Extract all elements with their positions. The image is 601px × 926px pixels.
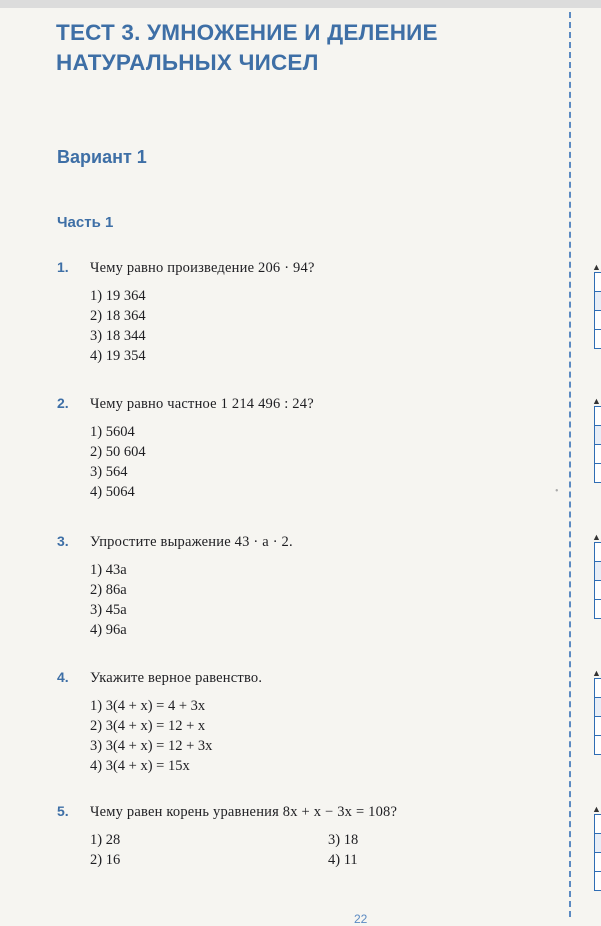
- question-number: 3.: [57, 533, 69, 549]
- question-1: [57, 258, 557, 366]
- scan-mark: ▲: [592, 532, 601, 542]
- part-heading: Часть 1: [57, 214, 114, 231]
- question-text: Чему равен корень уравнения 8x + x − 3x = 108?: [90, 804, 398, 820]
- page-title: [56, 18, 438, 78]
- answer-cell[interactable]: [594, 291, 601, 310]
- answer-option[interactable]: 4) 96a: [90, 622, 127, 638]
- answer-box-4: [594, 668, 601, 755]
- answer-cell[interactable]: [594, 814, 601, 833]
- cut-line-divider: [569, 12, 571, 917]
- answer-options: [90, 830, 557, 870]
- answer-cell[interactable]: [594, 310, 601, 329]
- question-number: 1.: [57, 259, 69, 275]
- answer-cell[interactable]: [594, 463, 601, 483]
- answer-cell[interactable]: [594, 697, 601, 716]
- answer-cell[interactable]: [594, 406, 601, 425]
- answer-cell[interactable]: [594, 561, 601, 580]
- answer-option[interactable]: 2) 50 604: [90, 444, 146, 460]
- answer-cell[interactable]: [594, 444, 601, 463]
- answer-box-1: [594, 262, 601, 349]
- answer-options: [90, 286, 557, 366]
- page-number: 22: [354, 912, 368, 926]
- answer-option[interactable]: 3) 564: [90, 464, 128, 480]
- scan-mark: ▲: [592, 396, 601, 406]
- answer-options: [90, 422, 557, 502]
- answer-option[interactable]: 1) 3(4 + x) = 4 + 3x: [90, 698, 206, 714]
- question-text: Укажите верное равенство.: [90, 670, 263, 686]
- question-line: [57, 258, 557, 277]
- question-line: [57, 802, 557, 821]
- scan-mark: ▲: [592, 804, 601, 814]
- answer-option[interactable]: 3) 18: [328, 832, 359, 848]
- question-line: [57, 532, 557, 551]
- answer-cell[interactable]: [594, 425, 601, 444]
- answer-option[interactable]: 1) 19 364: [90, 288, 146, 304]
- answer-option[interactable]: 3) 18 344: [90, 328, 146, 344]
- answer-box-5: [594, 804, 601, 891]
- question-4: [57, 668, 557, 776]
- answer-option[interactable]: 3) 45a: [90, 602, 127, 618]
- answer-option[interactable]: 2) 16: [90, 852, 121, 868]
- answer-cell[interactable]: [594, 272, 601, 291]
- title-line-2: НАТУРАЛЬНЫХ ЧИСЕЛ: [56, 50, 319, 75]
- question-number: 4.: [57, 669, 69, 685]
- answer-option[interactable]: 2) 3(4 + x) = 12 + x: [90, 718, 206, 734]
- answer-cell[interactable]: [594, 599, 601, 619]
- answer-cell[interactable]: [594, 542, 601, 561]
- question-3: [57, 532, 557, 640]
- answer-box-2: [594, 396, 601, 483]
- answer-box-3: [594, 532, 601, 619]
- answer-cell[interactable]: [594, 852, 601, 871]
- answer-cell[interactable]: [594, 329, 601, 349]
- answer-option[interactable]: 4) 19 354: [90, 348, 146, 364]
- title-line-1: ТЕСТ 3. УМНОЖЕНИЕ И ДЕЛЕНИЕ: [56, 20, 438, 45]
- answer-option[interactable]: 3) 3(4 + x) = 12 + 3x: [90, 738, 213, 754]
- answer-cell[interactable]: [594, 580, 601, 599]
- question-number: 5.: [57, 803, 69, 819]
- answer-options: [90, 696, 557, 776]
- question-text: Чему равно произведение 206 · 94?: [90, 260, 315, 276]
- answer-option[interactable]: 2) 18 364: [90, 308, 146, 324]
- top-edge-strip: [0, 0, 601, 8]
- question-2: [57, 394, 557, 502]
- binding-mark: •: [555, 486, 559, 497]
- question-text: Чему равно частное 1 214 496 : 24?: [90, 396, 314, 412]
- answer-option[interactable]: 1) 5604: [90, 424, 135, 440]
- scan-mark: ▲: [592, 668, 601, 678]
- answer-option[interactable]: 4) 5064: [90, 484, 135, 500]
- question-line: [57, 394, 557, 413]
- question-number: 2.: [57, 395, 69, 411]
- question-5: [57, 802, 557, 870]
- answer-cell[interactable]: [594, 716, 601, 735]
- answer-cell[interactable]: [594, 735, 601, 755]
- answer-cell[interactable]: [594, 833, 601, 852]
- scan-mark: ▲: [592, 262, 601, 272]
- question-text: Упростите выражение 43 · a · 2.: [90, 534, 293, 550]
- answer-option[interactable]: 1) 28: [90, 832, 121, 848]
- answer-option[interactable]: 1) 43a: [90, 562, 127, 578]
- answer-cell[interactable]: [594, 871, 601, 891]
- answer-option[interactable]: 4) 11: [328, 852, 358, 868]
- answer-cell[interactable]: [594, 678, 601, 697]
- answer-option[interactable]: 4) 3(4 + x) = 15x: [90, 758, 190, 774]
- answer-option[interactable]: 2) 86a: [90, 582, 127, 598]
- answer-options: [90, 560, 557, 640]
- question-line: [57, 668, 557, 687]
- variant-heading: Вариант 1: [57, 147, 147, 167]
- answer-sheet-edge: [582, 0, 601, 923]
